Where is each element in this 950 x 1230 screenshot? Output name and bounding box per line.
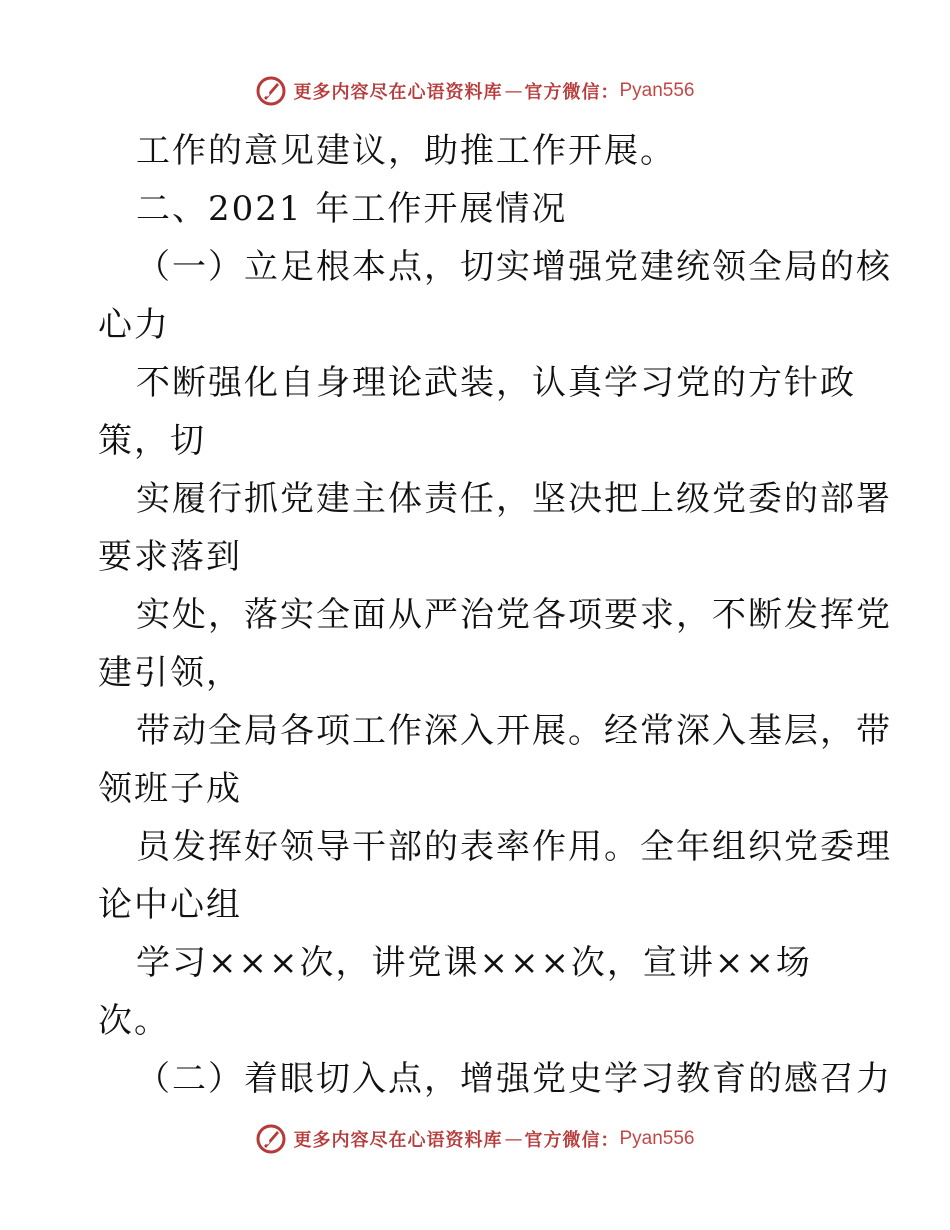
body-line-cont: 论中心组 [98,885,242,925]
document-body [98,122,892,1108]
body-line: 实处，落实全面从严治党各项要求，不断发挥党 [136,595,892,635]
banner-label: 官方微信： [524,82,620,103]
banner-label: 官方微信： [524,1130,620,1151]
quill-seal-icon [255,1123,287,1155]
body-line-cont: 建引领， [98,653,242,693]
body-line: 带动全局各项工作深入开展。经常深入基层，带 [136,711,892,751]
quill-seal-icon [255,75,287,107]
body-line: 不断强化自身理论武装，认真学习党的方针政 [136,363,856,403]
section-heading: 二、2021 年工作开展情况 [136,189,568,229]
body-line: 工作的意见建议，助推工作开展。 [136,131,676,171]
body-line-cont: 领班子成 [98,769,242,809]
subsection-heading: （一）立足根本点，切实增强党建统领全局的核 [136,247,892,287]
banner-separator: — [504,1128,523,1150]
banner-text: 更多内容尽在心语资料库 [293,1130,503,1151]
subsection-heading-cont: 心力 [98,305,170,345]
body-line-cont: 次。 [98,1001,170,1041]
banner-wechat-id: Pyan556 [619,80,695,101]
header-watermark-banner [0,71,950,111]
body-line-cont: 要求落到 [98,537,242,577]
body-line-cont: 策，切 [98,421,206,461]
subsection-heading: （二）着眼切入点，增强党史学习教育的感召力 [136,1059,892,1099]
body-line: 实履行抓党建主体责任，坚决把上级党委的部署 [136,479,892,519]
banner-text: 更多内容尽在心语资料库 [293,82,503,103]
banner-separator: — [504,80,523,102]
body-line: 员发挥好领导干部的表率作用。全年组织党委理 [136,827,892,867]
banner-wechat-id: Pyan556 [619,1128,695,1149]
body-line: 学习×××次，讲党课×××次，宣讲××场 [136,943,812,983]
footer-watermark-banner [0,1119,950,1159]
